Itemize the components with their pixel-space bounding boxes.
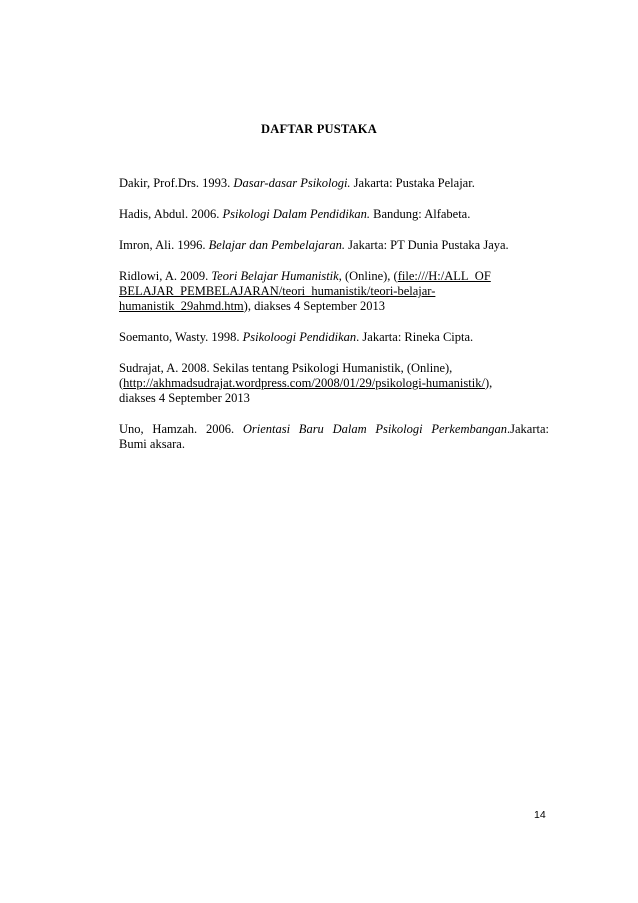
- reference-soemanto: [119, 330, 549, 345]
- reference-title: Belajar dan Pembelajaran.: [208, 238, 346, 252]
- page-number: 14: [534, 809, 546, 821]
- reference-author: Hadis, Abdul. 2006.: [119, 207, 223, 221]
- reference-uno: [119, 422, 549, 452]
- reference-link-prefix: (: [119, 376, 124, 390]
- reference-imron: [119, 238, 549, 253]
- reference-publisher-line2: Bumi aksara.: [119, 437, 185, 451]
- reference-publisher: . Jakarta: Rineka Cipta.: [356, 330, 474, 344]
- reference-ridlowi: [119, 269, 549, 314]
- reference-author: Imron, Ali. 1996.: [119, 238, 209, 252]
- reference-dakir: [119, 176, 549, 191]
- reference-line1: Sudrajat, A. 2008. Sekilas tentang Psikologi Humanistik, (Online),: [119, 361, 453, 375]
- reference-link-line1[interactable]: file:///H:/ALL_OF: [397, 269, 491, 283]
- reference-title: Dasar-dasar Psikologi.: [233, 176, 351, 190]
- reference-author: Ridlowi, A. 2009.: [119, 269, 212, 283]
- reference-title: Teori Belajar Humanistik: [211, 269, 339, 283]
- reference-publisher: Jakarta: PT Dunia Pustaka Jaya.: [345, 238, 509, 252]
- reference-author: Dakir, Prof.Drs. 1993.: [119, 176, 234, 190]
- reference-first-line: [119, 422, 549, 437]
- reference-title: Orientasi Baru Dalam Psikologi Perkembangan: [242, 422, 508, 436]
- page-title: DAFTAR PUSTAKA: [261, 122, 377, 136]
- reference-publisher: Bandung: Alfabeta.: [370, 207, 471, 221]
- reference-access-date: ), diakses 4 September 2013: [243, 299, 385, 313]
- reference-title: Psikoloogi Pendidikan: [242, 330, 357, 344]
- reference-link-suffix: ),: [484, 376, 493, 390]
- reference-publisher: Jakarta: Pustaka Pelajar.: [350, 176, 475, 190]
- reference-publisher: .Jakarta:: [507, 422, 550, 436]
- reference-list: [119, 176, 549, 468]
- reference-link[interactable]: http://akhmadsudrajat.wordpress.com/2008/01/29/psikologi-humanistik/: [123, 376, 485, 390]
- reference-source: , (Online), (: [338, 269, 398, 283]
- reference-link-line2[interactable]: BELAJAR_PEMBELAJARAN/teori_humanistik/teori-belajar-: [119, 284, 436, 298]
- reference-access-date: diakses 4 September 2013: [119, 391, 250, 405]
- reference-sudrajat: [119, 361, 549, 406]
- reference-link-line3[interactable]: humanistik_29ahmd.htm: [119, 299, 244, 313]
- reference-hadis: [119, 207, 549, 222]
- reference-author: Soemanto, Wasty. 1998.: [119, 330, 243, 344]
- reference-title: Psikologi Dalam Pendidikan.: [222, 207, 371, 221]
- reference-author: Uno, Hamzah. 2006.: [119, 422, 243, 436]
